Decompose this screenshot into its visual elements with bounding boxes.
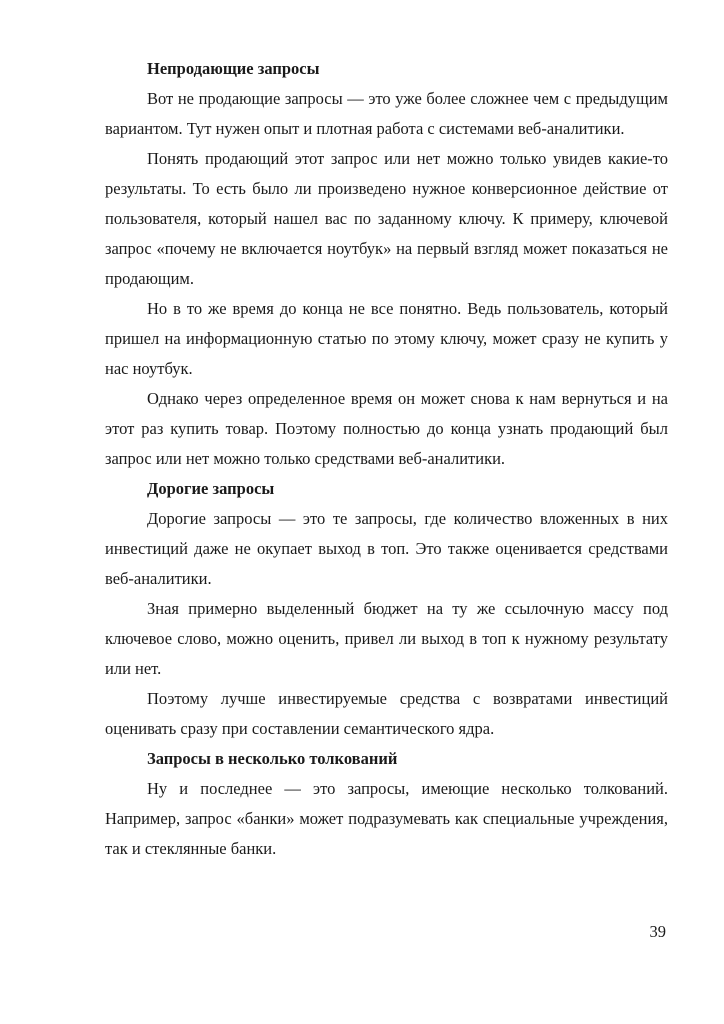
paragraph: Зная примерно выделенный бюджет на ту же ссылочную массу под ключевое слово, можно оценить, привел ли выход в топ к нужному результату или нет. [105,599,668,678]
paragraph: Понять продающий этот запрос или нет можно только увидев какие-то результаты. То есть было ли произведено нужное конверсионное действие от пользователя, который нашел вас по заданному ключу. К примеру, ключевой запрос «почему не включается ноутбук» на первый взгляд может показаться не продающим. [105,149,668,288]
paragraph: Однако через определенное время он может снова к нам вернуться и на этот раз купить товар. Поэтому полностью до конца узнать продающий был запрос или нет можно только средствами веб-аналитики. [105,389,668,468]
page-number: 39 [649,922,666,941]
section-heading-expensive-queries: Дорогие запросы [147,479,275,498]
paragraph: Вот не продающие запросы — это уже более сложнее чем с предыдущим вариантом. Тут нужен опыт и плотная работа с системами веб-аналитики. [105,89,668,138]
paragraph: Но в то же время до конца не все понятно. Ведь пользователь, который пришел на информационную статью по этому ключу, может сразу не купить у нас ноутбук. [105,299,668,378]
paragraph: Дорогие запросы — это те запросы, где количество вложенных в них инвестиций даже не окупает выход в топ. Это также оценивается средствами веб-аналитики. [105,509,668,588]
section-heading-non-selling-queries: Непродающие запросы [147,59,320,78]
paragraph: Ну и последнее — это запросы, имеющие несколько толкований. Например, запрос «банки» может подразумевать как специальные учреждения, так и стеклянные банки. [105,779,668,858]
paragraph: Поэтому лучше инвестируемые средства с возвратами инвестиций оценивать сразу при составлении семантического ядра. [105,689,668,738]
section-heading-multi-meaning-queries: Запросы в несколько толкований [147,749,398,768]
